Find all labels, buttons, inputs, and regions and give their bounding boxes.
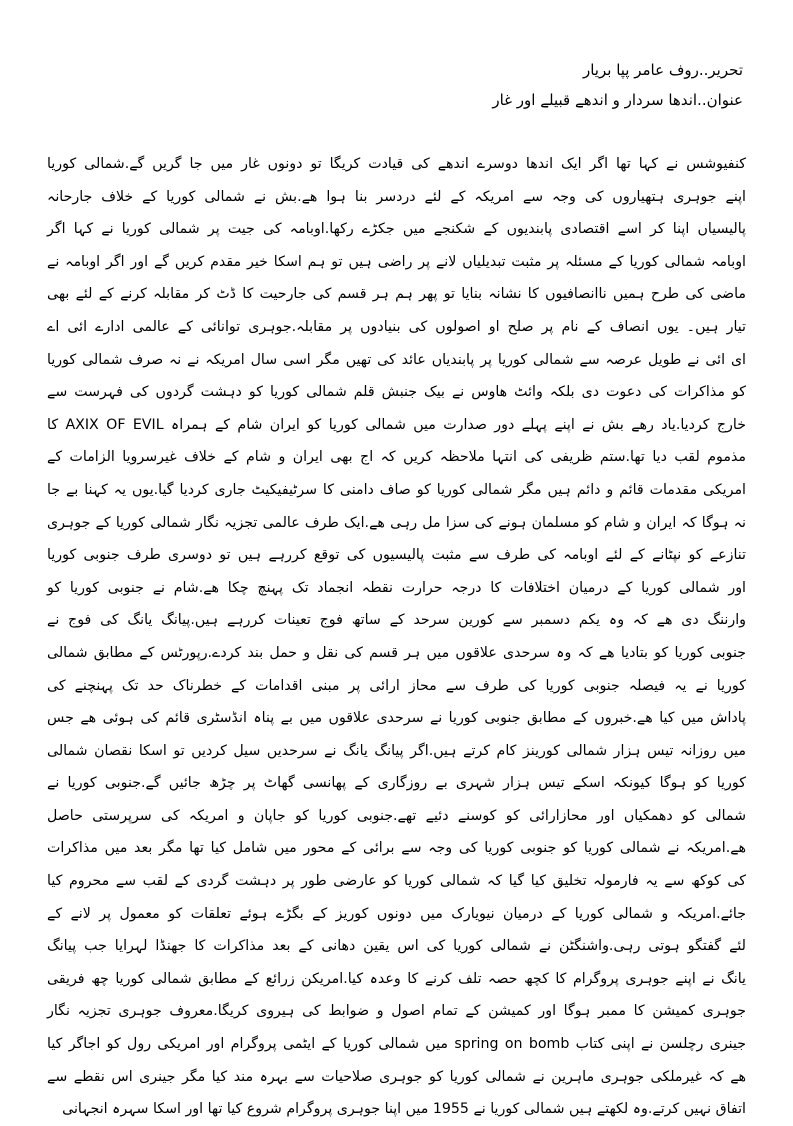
body-line: پاداش میں کیا ھے.خبروں کے مطابق جنوبی کوریا نے سرحدی علاقوں میں بے پناہ انڈسٹری قائم کی ہوئی ھے جس bbox=[47, 710, 746, 727]
body-line: ای ائی نے طویل عرصہ سے شمالی کوریا پر پابندیاں عائد کی تھیں مگر اسی سال امریکہ نے نہ صرف شمالی کوریا bbox=[47, 351, 746, 368]
body-line: جینری رچلسن نے اپنی کتاب spring on bomb میں شمالی کوریا کے ایٹمی پروگرام اور امریکی رول کو اجاگر کیا bbox=[47, 1036, 746, 1053]
body-line: یانگ نے اپنے جوہری پروگرام کا کچھ حصہ تلف کرنے کا وعدہ کیا.امریکن زرائع کے مطابق شمالی کوریا چھ فریقی bbox=[47, 970, 746, 987]
body-line: جنوبی کوریا کو بتادیا ھے کہ وہ سرحدی علاقوں میں ہر قسم کی نقل و حمل بند کردے.رپورٹس کے مطابق شمالی bbox=[47, 644, 746, 661]
body-line: جائے.امریکہ و شمالی کوریا کے درمیان نیویارک میں دونوں کوریز کے بگڑے ہوئے تعلقات کو معمول پر لانے کے bbox=[47, 905, 746, 922]
body-line: اتفاق نہیں کرتے.وہ لکھتے ہیں شمالی کوریا نے 1955 میں اپنا جوہری پروگرام شروع کیا تھا اور اسکا سہرہ انجہانی bbox=[62, 1101, 746, 1118]
body-line: اور شمالی کوریا کے درمیان اختلافات کا درجہ حرارت نقطہ انجماد تک پہنچ چکا ھے.شام نے جنوبی کوریا کو bbox=[47, 579, 746, 596]
body-line: لئے گفتگو ہوتی رہی.واشنگٹن نے شمالی کوریا کی اس یقین دھانی کے بعد مذاکرات کا جھنڈا لہرایا جب پیانگ bbox=[47, 938, 746, 955]
body-line: اوبامہ شمالی کوریا کے مسئلہ پر مثبت تبدیلیاں لانے پر راضی ہیں تو ہم اسکا خیر مقدم کریں گے اور اگر اوبامہ نے bbox=[47, 253, 746, 270]
body-line: تیار ہیں۔ یوں انصاف کے نام پر صلح او اصولوں کی بنیادوں پر مقابلہ.جوہری توانائی کے عالمی ادارے ائی اے bbox=[47, 318, 746, 335]
body-line: وارننگ دی ھے کہ وہ یکم دسمبر سے کورین سرحد کے ساتھ فوج تعینات کررہے ہیں.پیانگ یانگ کی فوج نے bbox=[47, 612, 746, 629]
body-line: اپنے جوہری ہتھیاروں کی وجہ سے امریکہ کے لئے دردسر بنا ہوا ھے.بش نے شمالی کوریا کے خلاف جارحانہ bbox=[47, 188, 746, 205]
title-line: عنوان..اندھا سردار و اندھے قبیلے اور غار bbox=[492, 91, 743, 109]
body-line: شمالی کو دھمکیاں اور محازارائی کو کوسنے دئیے تھے.جنوبی کوریا کو جاپان و امریکہ کی سرپرستی حاصل bbox=[47, 807, 746, 824]
body-line: مذموم لقب دیا تھا.ستم ظریفی کی انتہا ملاحظہ کریں کہ اج بھی ایران و شام کے خلاف غیرسرویا الزامات کے bbox=[47, 449, 746, 466]
body-line: جوہری کمیشن کا ممبر ہوگا اور کمیشن کے تمام اصول و ضوابط کی ہیروی کریگا.معروف جوہری تجزیہ نگار bbox=[47, 1003, 746, 1020]
body-line: کو مذاکرات کی دعوت دی بلکہ وائٹ ھاوس نے بیک جنبش قلم شمالی کوریا کو دہشت گردوں کی فہرست سے bbox=[47, 384, 746, 401]
author-line: تحریر..روف عامر پپا بریار bbox=[582, 61, 743, 79]
body-line: خارج کردیا.یاد رھے بش نے اپنے پہلے دور صدارت میں شمالی کوریا کو ایران شام کے ہمراہ AXIX OF EVIL کا bbox=[47, 416, 746, 433]
article-body bbox=[47, 148, 746, 1118]
body-line: ھے.امریکہ نے شمالی کوریا کو جنوبی کوریا کی وجہ سے برائی کے محور میں شامل کیا تھا مگر بعد میں مذاکرات bbox=[47, 840, 746, 857]
body-line: پالیسیاں اپنا کر اسے اقتصادی پابندیوں کے شکنجے میں جکڑے رکھا.اوبامہ کی جیت پر شمالی کوریا نے کہا اگر bbox=[47, 221, 746, 238]
body-line: کوریا نے یہ فیصلہ جنوبی کوریا کی طرف سے محاز ارائی پر مبنی اقدامات کے خطرناک حد تک پہنچنے کی bbox=[47, 677, 746, 694]
article-header bbox=[53, 55, 743, 115]
body-line: نہ ہوگا کہ ایران و شام کو مسلمان ہونے کی سزا مل رہی ھے.ایک طرف عالمی تجزیہ نگار شمالی کوریا کے جوہری bbox=[47, 514, 746, 531]
body-line: میں روزانہ تیس ہزار شمالی کورینز کام کرتے ہیں.اگر پیانگ یانگ نے سرحدیں سیل کردیں تو اسکا نقصان شمالی bbox=[47, 742, 746, 759]
body-line: کی کوکھ سے یہ فارمولہ تخلیق کیا گیا کہ شمالی کوریا کو عارضی طور پر دہشت گردی کے لقب سے محروم کیا bbox=[47, 873, 746, 890]
body-line: کوریا کو ہوگا کیونکہ اسکے تیس ہزار شہری بے روزگاری کے پھانسی گھاٹ پر چڑھ جائیں گے.جنوبی کوریا نے bbox=[47, 775, 746, 792]
body-line: تنازعے کو نپٹانے کے لئے اوبامہ کی طرف سے مثبت پالیسیوں کی توقع کررہے ہیں تو دوسری طرف جنوبی کوریا bbox=[47, 547, 746, 564]
body-line: امریکی مقدمات قائم و دائم ہیں مگر شمالی کوریا کو صاف دامنی کا سرٹیفیکیٹ جاری کردیا گیا.یوں یہ کہنا بے جا bbox=[47, 481, 746, 498]
body-line: ھے کہ غیرملکی جوہری ماہرین نے شمالی کوریا کو جوہری صلاحیات سے بہرہ مند کیا مگر جینری اس نقطے سے bbox=[47, 1068, 746, 1085]
body-line: کنفیوشس نے کہا تھا اگر ایک اندھا دوسرے اندھے کی قیادت کریگا تو دونوں غار میں جا گریں گے.شمالی کوریا bbox=[47, 156, 746, 172]
body-line: ماضی کی طرح ہمیں ناانصافیوں کا نشانہ بنایا تو پھر ہم ہر قسم کی جارحیت کا ڈٹ کر مقابلہ کرنے کے لئے بھی bbox=[47, 286, 746, 303]
